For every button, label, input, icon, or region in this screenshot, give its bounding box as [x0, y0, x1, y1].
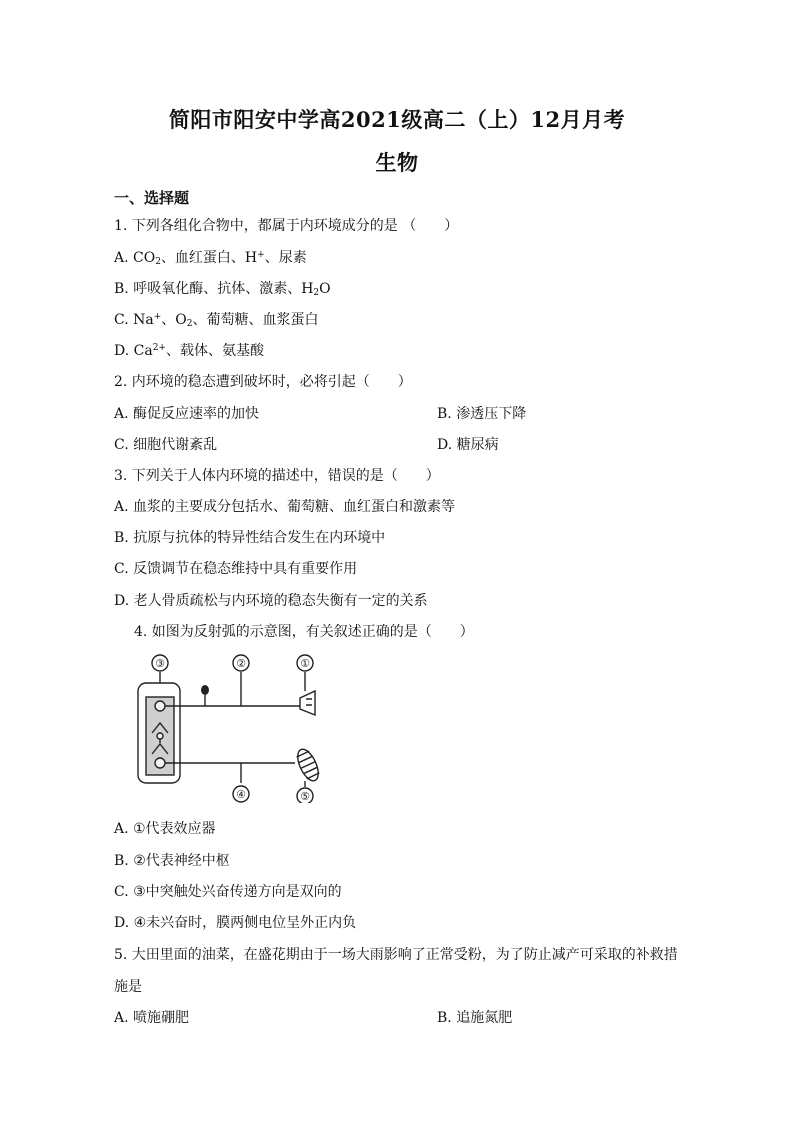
question-1-option-c: C. Na+、$O_2$、葡萄糖、血浆蛋白 — [114, 312, 319, 329]
diagram-label-4: ④ — [236, 788, 246, 801]
diagram-label-1: ① — [300, 657, 310, 670]
neuron-body-upper — [155, 701, 165, 711]
question-2-option-b: B. 渗透压下降 — [437, 406, 527, 422]
question-3-option-a: A. 血浆的主要成分包括水、葡萄糖、血红蛋白和激素等 — [114, 499, 456, 515]
effector-shape — [294, 746, 323, 784]
reflex-arc-diagram — [130, 653, 330, 803]
diagram-label-2: ② — [236, 657, 246, 670]
question-4-option-a: A. ①代表效应器 — [114, 821, 216, 837]
question-2-option-c: C. 细胞代谢紊乱 — [114, 437, 218, 453]
subject-title: 生物 — [375, 150, 419, 175]
question-5-stem-line2: 施是 — [114, 979, 142, 995]
question-3-option-d: D. 老人骨质疏松与内环境的稳态失衡有一定的关系 — [114, 593, 428, 609]
question-2-option-d: D. 糖尿病 — [437, 437, 499, 453]
question-4-option-c: C. ③中突触处兴奋传递方向是双向的 — [114, 884, 342, 900]
receptor-shape — [300, 691, 315, 715]
question-3-option-b: B. 抗原与抗体的特异性结合发生在内环境中 — [114, 530, 386, 546]
question-4-option-d: D. ④未兴奋时，膜两侧电位呈外正内负 — [114, 915, 357, 931]
neuron-body-lower — [155, 758, 165, 768]
question-1-stem: 1. 下列各组化合物中，都属于内环境成分的是 （ ） — [114, 218, 459, 234]
question-5-option-a: A. 喷施硼肥 — [114, 1010, 190, 1026]
question-2-stem: 2. 内环境的稳态遭到破坏时，必将引起（ ） — [114, 374, 412, 390]
exam-title: 简阳市阳安中学高2021级高二（上）12月月考 — [168, 107, 626, 132]
question-1-option-a: A. $CO_2$、血红蛋白、H+、尿素 — [114, 250, 307, 267]
diagram-label-3: ③ — [155, 657, 165, 670]
question-2-option-a: A. 酶促反应速率的加快 — [114, 406, 260, 422]
question-4-stem: 4. 如图为反射弧的示意图，有关叙述正确的是（ ） — [134, 624, 474, 640]
diagram-label-5: ⑤ — [300, 790, 310, 803]
question-5-stem-line1: 5. 大田里面的油菜，在盛花期由于一场大雨影响了正常受粉，为了防止减产可采取的补救措 — [114, 947, 678, 963]
question-1-option-b: B. 呼吸氧化酶、抗体、激素、$H_2O$ — [114, 281, 331, 298]
question-5-option-b: B. 追施氮肥 — [437, 1010, 513, 1026]
question-1-option-d: D. $Ca^{2+}$、载体、氨基酸 — [114, 343, 264, 359]
section-heading: 一、选择题 — [114, 189, 190, 207]
ganglion-dot — [201, 685, 209, 695]
question-4-option-b: B. ②代表神经中枢 — [114, 853, 230, 869]
question-3-option-c: C. 反馈调节在稳态维持中具有重要作用 — [114, 561, 358, 577]
question-3-stem: 3. 下列关于人体内环境的描述中，错误的是（ ） — [114, 468, 440, 484]
